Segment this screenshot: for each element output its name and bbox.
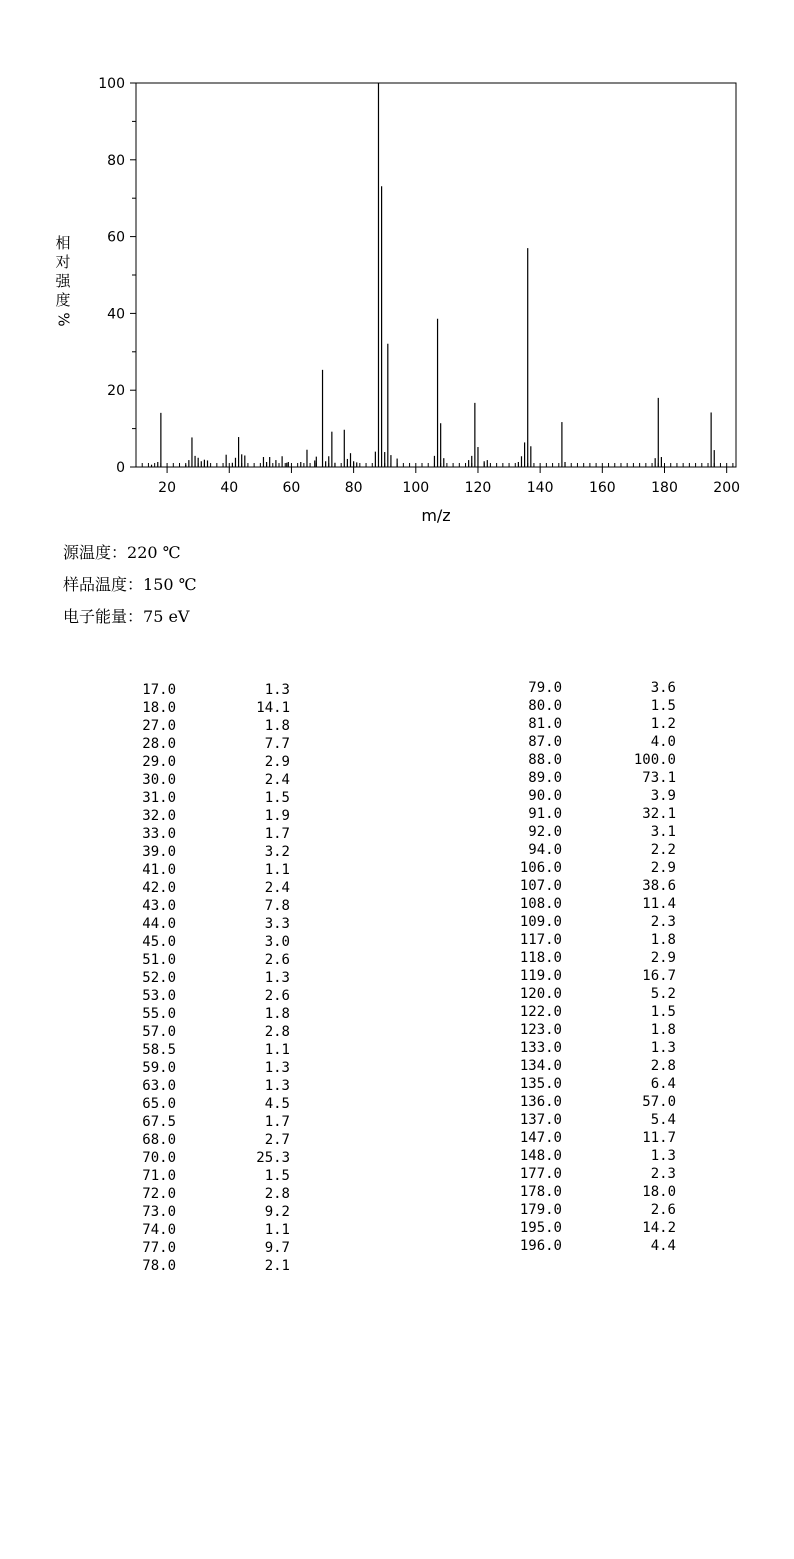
peak-row bbox=[130, 682, 290, 700]
peak-mz: 65.0 bbox=[142, 1096, 176, 1112]
peak-mz: 52.0 bbox=[142, 970, 176, 986]
peak-row bbox=[130, 844, 290, 862]
peak-row bbox=[516, 788, 676, 806]
peak-intensity: 57.0 bbox=[642, 1094, 676, 1110]
peak-mz: 30.0 bbox=[142, 772, 176, 788]
peak-intensity: 2.7 bbox=[264, 1132, 290, 1148]
peak-row bbox=[516, 1022, 676, 1040]
peak-intensity: 1.3 bbox=[264, 682, 290, 698]
peak-intensity: 18.0 bbox=[642, 1184, 676, 1200]
peak-row bbox=[516, 986, 676, 1004]
y-tick-label: 80 bbox=[107, 152, 125, 169]
peak-intensity: 1.5 bbox=[264, 790, 290, 806]
peak-mz: 33.0 bbox=[142, 826, 176, 842]
peak-mz: 39.0 bbox=[142, 844, 176, 860]
peak-row bbox=[516, 950, 676, 968]
peak-row bbox=[130, 1042, 290, 1060]
peak-mz: 74.0 bbox=[142, 1222, 176, 1238]
peak-intensity: 2.9 bbox=[650, 860, 676, 876]
x-axis-ticks bbox=[158, 467, 740, 496]
peak-row bbox=[130, 1204, 290, 1222]
peak-mz: 147.0 bbox=[519, 1130, 562, 1146]
x-tick-label: 100 bbox=[402, 480, 430, 496]
y-tick-label: 0 bbox=[116, 460, 125, 476]
peak-intensity: 7.8 bbox=[264, 898, 290, 914]
peak-intensity: 3.6 bbox=[650, 680, 676, 696]
peak-row bbox=[516, 770, 676, 788]
condition-value: 220 ℃ bbox=[127, 543, 181, 562]
peak-row bbox=[130, 754, 290, 772]
peak-row bbox=[130, 736, 290, 754]
peak-intensity: 1.8 bbox=[650, 1022, 676, 1038]
peak-mz: 32.0 bbox=[142, 808, 176, 824]
peak-intensity: 2.8 bbox=[650, 1058, 676, 1074]
peak-table-right bbox=[516, 680, 676, 1256]
peak-table-left bbox=[130, 682, 290, 1276]
peak-mz: 148.0 bbox=[519, 1148, 562, 1164]
peak-row bbox=[130, 988, 290, 1006]
peak-intensity: 1.7 bbox=[264, 826, 290, 842]
peak-intensity: 3.3 bbox=[264, 916, 290, 932]
peak-mz: 122.0 bbox=[519, 1004, 562, 1020]
peak-intensity: 2.3 bbox=[650, 1166, 676, 1182]
peak-row bbox=[516, 860, 676, 878]
x-tick-label: 40 bbox=[220, 480, 239, 496]
peak-mz: 136.0 bbox=[519, 1094, 562, 1110]
peak-mz: 18.0 bbox=[142, 700, 176, 716]
source-temperature bbox=[63, 540, 181, 563]
peak-row bbox=[516, 878, 676, 896]
peak-intensity: 1.2 bbox=[650, 716, 676, 732]
peak-intensity: 1.1 bbox=[264, 862, 290, 878]
peak-mz: 58.5 bbox=[142, 1042, 176, 1058]
peak-intensity: 9.2 bbox=[264, 1204, 290, 1220]
peak-row bbox=[516, 1148, 676, 1166]
peak-intensity: 25.3 bbox=[256, 1150, 290, 1166]
peak-intensity: 32.1 bbox=[642, 806, 676, 822]
peak-intensity: 3.2 bbox=[264, 844, 290, 860]
peak-mz: 91.0 bbox=[528, 806, 562, 822]
y-tick-label: 60 bbox=[107, 229, 125, 246]
peak-row bbox=[130, 718, 290, 736]
peak-row bbox=[516, 806, 676, 824]
peak-intensity: 14.2 bbox=[642, 1220, 676, 1236]
peak-row bbox=[130, 970, 290, 988]
condition-value: 75 eV bbox=[143, 607, 190, 626]
peak-row bbox=[516, 824, 676, 842]
y-tick-label: 20 bbox=[107, 383, 125, 400]
peak-intensity: 11.4 bbox=[642, 896, 676, 912]
x-tick-label: 200 bbox=[713, 480, 741, 496]
x-tick-label: 80 bbox=[344, 480, 363, 496]
y-axis-ticks bbox=[98, 76, 136, 476]
peak-mz: 123.0 bbox=[519, 1022, 562, 1038]
x-tick-label: 140 bbox=[526, 480, 554, 496]
peak-mz: 72.0 bbox=[142, 1186, 176, 1202]
peak-row bbox=[516, 914, 676, 932]
peak-row bbox=[130, 916, 290, 934]
x-tick-label: 180 bbox=[651, 480, 678, 496]
peak-intensity: 1.8 bbox=[264, 1006, 290, 1022]
peak-mz: 87.0 bbox=[528, 734, 562, 750]
peak-intensity: 2.4 bbox=[264, 880, 290, 896]
peak-mz: 51.0 bbox=[142, 952, 176, 968]
peak-row bbox=[130, 808, 290, 826]
condition-label: 电子能量： bbox=[63, 607, 144, 626]
peak-row bbox=[516, 680, 676, 698]
peak-intensity: 2.8 bbox=[264, 1186, 290, 1202]
peak-mz: 94.0 bbox=[528, 842, 562, 858]
peak-row bbox=[130, 880, 290, 898]
peak-lines bbox=[152, 83, 715, 467]
peak-mz: 106.0 bbox=[519, 860, 562, 876]
peak-intensity: 1.1 bbox=[264, 1042, 290, 1058]
y-tick-label: 100 bbox=[98, 76, 125, 92]
peak-mz: 63.0 bbox=[142, 1078, 176, 1094]
peak-row bbox=[516, 1130, 676, 1148]
peak-intensity: 1.5 bbox=[264, 1168, 290, 1184]
peak-intensity: 2.2 bbox=[650, 842, 676, 858]
peak-mz: 42.0 bbox=[142, 880, 176, 896]
peak-intensity: 16.7 bbox=[642, 968, 676, 984]
peak-mz: 43.0 bbox=[142, 898, 176, 914]
peak-row bbox=[130, 1096, 290, 1114]
peak-intensity: 14.1 bbox=[256, 700, 290, 716]
peak-mz: 71.0 bbox=[142, 1168, 176, 1184]
peak-row bbox=[130, 700, 290, 718]
peak-row bbox=[130, 790, 290, 808]
peak-mz: 78.0 bbox=[142, 1258, 176, 1274]
peak-intensity: 2.6 bbox=[264, 952, 290, 968]
peak-row bbox=[130, 826, 290, 844]
peak-row bbox=[516, 1238, 676, 1256]
peak-mz: 57.0 bbox=[142, 1024, 176, 1040]
peak-intensity: 2.4 bbox=[264, 772, 290, 788]
peak-mz: 107.0 bbox=[519, 878, 562, 894]
peak-mz: 29.0 bbox=[142, 754, 176, 770]
peak-intensity: 1.8 bbox=[650, 932, 676, 948]
peak-intensity: 1.3 bbox=[650, 1040, 676, 1056]
peak-row bbox=[130, 898, 290, 916]
peak-mz: 133.0 bbox=[519, 1040, 562, 1056]
peak-row bbox=[130, 1222, 290, 1240]
condition-label: 样品温度： bbox=[63, 575, 144, 594]
peak-mz: 53.0 bbox=[142, 988, 176, 1004]
y-tick-label: 40 bbox=[107, 306, 125, 323]
peak-row bbox=[130, 862, 290, 880]
peak-mz: 119.0 bbox=[519, 968, 562, 984]
peak-intensity: 1.5 bbox=[650, 1004, 676, 1020]
condition-value: 150 ℃ bbox=[143, 575, 197, 594]
x-tick-label: 120 bbox=[464, 480, 492, 496]
peak-intensity: 1.9 bbox=[264, 808, 290, 824]
peak-row bbox=[130, 934, 290, 952]
peak-intensity: 5.4 bbox=[650, 1112, 676, 1128]
peak-mz: 31.0 bbox=[142, 790, 176, 806]
peak-intensity: 1.3 bbox=[650, 1148, 676, 1164]
x-axis-label: m/z bbox=[421, 506, 451, 525]
peak-intensity: 1.3 bbox=[264, 970, 290, 986]
plot-frame bbox=[136, 83, 736, 467]
peak-row bbox=[516, 968, 676, 986]
peak-row bbox=[516, 716, 676, 734]
peak-intensity: 73.1 bbox=[642, 770, 676, 786]
peak-mz: 77.0 bbox=[142, 1240, 176, 1256]
peak-mz: 196.0 bbox=[519, 1238, 562, 1254]
peak-row bbox=[516, 1094, 676, 1112]
peak-intensity: 4.4 bbox=[650, 1238, 676, 1254]
peak-intensity: 1.1 bbox=[264, 1222, 290, 1238]
y-axis-label-text: 相对强度 bbox=[55, 234, 71, 309]
peak-intensity: 2.6 bbox=[650, 1202, 676, 1218]
peak-mz: 179.0 bbox=[519, 1202, 562, 1218]
peak-row bbox=[516, 896, 676, 914]
electron-energy bbox=[63, 604, 189, 627]
peak-intensity: 5.2 bbox=[650, 986, 676, 1002]
peak-row bbox=[130, 1006, 290, 1024]
peak-row bbox=[516, 1184, 676, 1202]
peak-intensity: 1.3 bbox=[264, 1060, 290, 1076]
y-axis-label bbox=[52, 234, 74, 329]
peak-intensity: 1.7 bbox=[264, 1114, 290, 1130]
peak-mz: 70.0 bbox=[142, 1150, 176, 1166]
peak-mz: 55.0 bbox=[142, 1006, 176, 1022]
peak-row bbox=[130, 952, 290, 970]
peak-row bbox=[130, 1132, 290, 1150]
peak-mz: 118.0 bbox=[519, 950, 562, 966]
y-axis-unit: % bbox=[54, 312, 73, 327]
peak-mz: 117.0 bbox=[519, 932, 562, 948]
peak-row bbox=[516, 1040, 676, 1058]
peak-intensity: 100.0 bbox=[633, 752, 676, 768]
peak-intensity: 6.4 bbox=[650, 1076, 676, 1092]
peak-row bbox=[516, 1004, 676, 1022]
x-tick-label: 60 bbox=[282, 480, 301, 496]
condition-label: 源温度： bbox=[63, 543, 128, 562]
peak-row bbox=[130, 1258, 290, 1276]
peak-intensity: 3.1 bbox=[650, 824, 676, 840]
peak-intensity: 4.5 bbox=[264, 1096, 290, 1112]
peak-row bbox=[130, 1186, 290, 1204]
peak-row bbox=[516, 1058, 676, 1076]
peak-row bbox=[516, 752, 676, 770]
sample-temperature bbox=[63, 572, 197, 595]
peak-mz: 108.0 bbox=[519, 896, 562, 912]
peak-intensity: 1.3 bbox=[264, 1078, 290, 1094]
peak-mz: 109.0 bbox=[519, 914, 562, 930]
peak-row bbox=[516, 1202, 676, 1220]
peak-row bbox=[130, 772, 290, 790]
x-tick-label: 160 bbox=[588, 480, 616, 496]
peak-mz: 81.0 bbox=[528, 716, 562, 732]
x-tick-label: 20 bbox=[158, 480, 177, 496]
peak-mz: 41.0 bbox=[142, 862, 176, 878]
peak-mz: 90.0 bbox=[528, 788, 562, 804]
mass-spectrum-chart bbox=[0, 0, 794, 530]
peak-mz: 195.0 bbox=[519, 1220, 562, 1236]
peak-row bbox=[516, 1076, 676, 1094]
peak-row bbox=[130, 1024, 290, 1042]
peak-intensity: 1.5 bbox=[650, 698, 676, 714]
peak-mz: 92.0 bbox=[528, 824, 562, 840]
peak-row bbox=[516, 932, 676, 950]
peak-mz: 73.0 bbox=[142, 1204, 176, 1220]
peak-mz: 89.0 bbox=[528, 770, 562, 786]
peak-row bbox=[130, 1078, 290, 1096]
peak-intensity: 2.9 bbox=[264, 754, 290, 770]
peak-mz: 177.0 bbox=[519, 1166, 562, 1182]
peak-row bbox=[130, 1114, 290, 1132]
peak-mz: 28.0 bbox=[142, 736, 176, 752]
peak-intensity: 1.8 bbox=[264, 718, 290, 734]
peak-mz: 45.0 bbox=[142, 934, 176, 950]
peak-row bbox=[130, 1060, 290, 1078]
peak-mz: 137.0 bbox=[519, 1112, 562, 1128]
peak-mz: 59.0 bbox=[142, 1060, 176, 1076]
peak-mz: 88.0 bbox=[528, 752, 562, 768]
peak-mz: 134.0 bbox=[519, 1058, 562, 1074]
peak-mz: 79.0 bbox=[528, 680, 562, 696]
peak-row bbox=[516, 1220, 676, 1238]
peak-intensity: 2.9 bbox=[650, 950, 676, 966]
peak-row bbox=[130, 1150, 290, 1168]
peak-intensity: 38.6 bbox=[642, 878, 676, 894]
peak-row bbox=[516, 842, 676, 860]
peak-mz: 135.0 bbox=[519, 1076, 562, 1092]
peak-mz: 178.0 bbox=[519, 1184, 562, 1200]
peak-intensity: 4.0 bbox=[650, 734, 676, 750]
peak-row bbox=[516, 1166, 676, 1184]
peak-intensity: 2.3 bbox=[650, 914, 676, 930]
peak-mz: 44.0 bbox=[142, 916, 176, 932]
peak-mz: 27.0 bbox=[142, 718, 176, 734]
peak-row bbox=[516, 698, 676, 716]
peak-intensity: 3.0 bbox=[264, 934, 290, 950]
peak-mz: 80.0 bbox=[528, 698, 562, 714]
peak-intensity: 2.6 bbox=[264, 988, 290, 1004]
peak-mz: 17.0 bbox=[142, 682, 176, 698]
peak-mz: 68.0 bbox=[142, 1132, 176, 1148]
peak-row bbox=[516, 1112, 676, 1130]
peak-intensity: 9.7 bbox=[264, 1240, 290, 1256]
peak-intensity: 2.1 bbox=[264, 1258, 290, 1274]
peak-row bbox=[130, 1240, 290, 1258]
peak-intensity: 2.8 bbox=[264, 1024, 290, 1040]
peak-mz: 67.5 bbox=[142, 1114, 176, 1130]
peak-row bbox=[516, 734, 676, 752]
peak-intensity: 11.7 bbox=[642, 1130, 676, 1146]
peak-mz: 120.0 bbox=[519, 986, 562, 1002]
peak-row bbox=[130, 1168, 290, 1186]
peak-intensity: 3.9 bbox=[650, 788, 676, 804]
peak-intensity: 7.7 bbox=[264, 736, 290, 752]
